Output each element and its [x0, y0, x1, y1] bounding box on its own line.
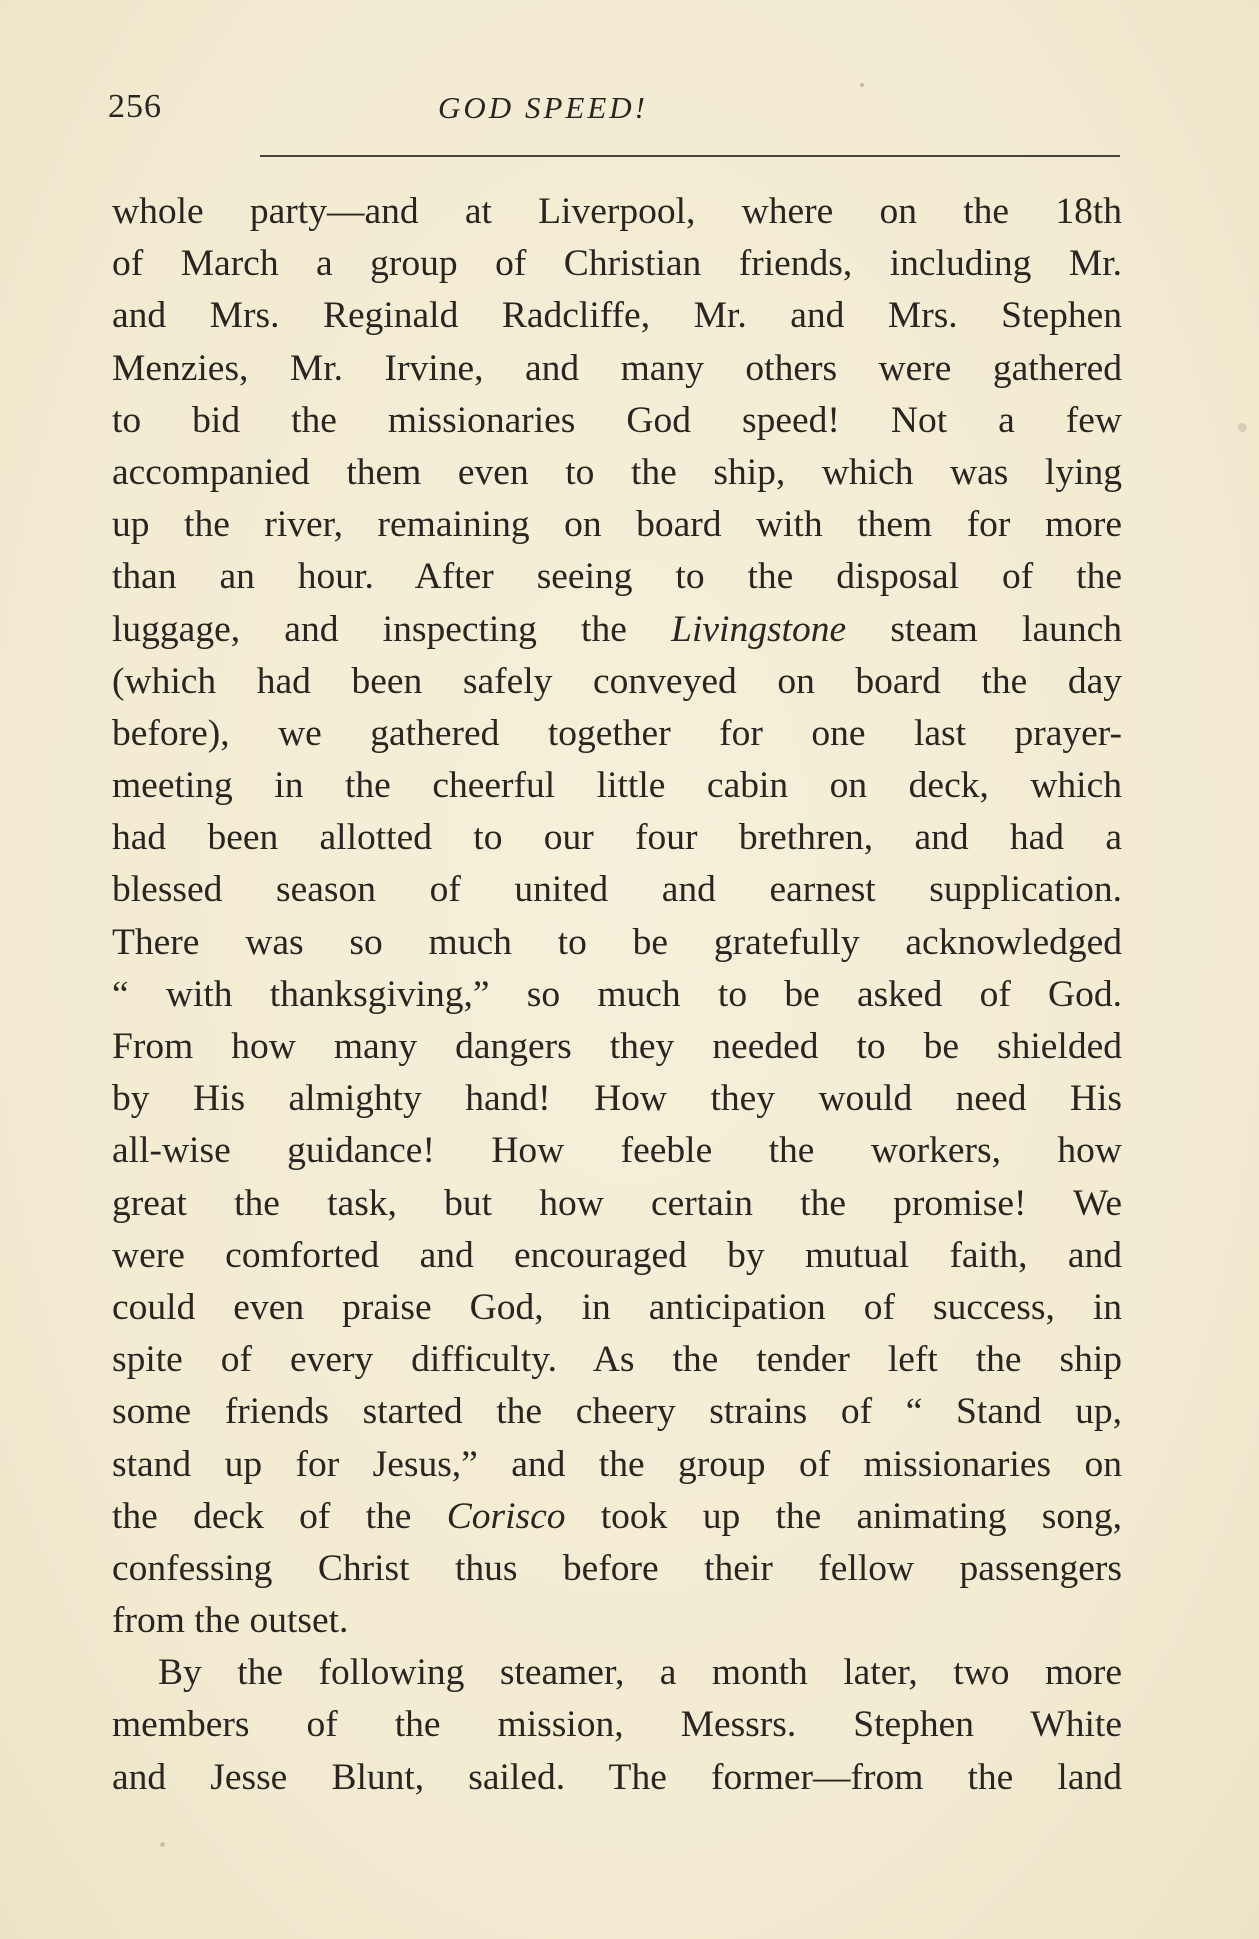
text-line: meeting in the cheerful little cabin on deck, which — [112, 765, 1122, 807]
text-line: from the outset. — [112, 1600, 349, 1642]
text-line: members of the mission, Messrs. Stephen White — [112, 1704, 1122, 1746]
text-line — [112, 1491, 1122, 1543]
text-segment: took up the animating song, — [565, 1495, 1123, 1537]
text-line: and Mrs. Reginald Radcliffe, Mr. and Mrs. Stephen — [112, 295, 1122, 337]
ship-name-corisco: Corisco — [446, 1495, 566, 1537]
paper-speck — [860, 83, 864, 87]
text-line: by His almighty hand! How they would need His — [112, 1078, 1122, 1120]
text-line: By the following steamer, a month later, two more — [158, 1652, 1122, 1694]
body-text — [112, 186, 1122, 1804]
text-line: were comforted and encouraged by mutual faith, and — [112, 1234, 1122, 1276]
text-line: confessing Christ thus before their fellow passengers — [112, 1547, 1122, 1589]
text-line: blessed season of united and earnest supplication. — [112, 869, 1122, 911]
text-line: than an hour. After seeing to the disposal of the — [112, 556, 1122, 598]
text-line: to bid the missionaries God speed! Not a few — [112, 399, 1122, 441]
text-segment: steam launch — [846, 608, 1122, 650]
ship-name-livingstone: Livingstone — [671, 608, 847, 650]
page-header — [108, 88, 1128, 138]
text-line — [112, 604, 1122, 656]
text-line: “ with thanksgiving,” so much to be asked of God. — [112, 973, 1122, 1015]
paper-speck — [1238, 423, 1247, 432]
text-line: could even praise God, in anticipation of success, in — [112, 1286, 1122, 1328]
text-line: and Jesse Blunt, sailed. The former—from the land — [112, 1756, 1122, 1798]
header-rule — [260, 155, 1120, 157]
text-line: accompanied them even to the ship, which was lying — [112, 451, 1122, 493]
text-segment: the deck of the — [112, 1495, 447, 1537]
text-line: of March a group of Christian friends, including Mr. — [112, 243, 1122, 285]
text-line: (which had been safely conveyed on board the day — [112, 660, 1122, 702]
text-line: great the task, but how certain the promise! We — [112, 1182, 1122, 1224]
text-line: From how many dangers they needed to be shielded — [112, 1026, 1122, 1067]
text-line: all-wise guidance! How feeble the workers, how — [112, 1130, 1122, 1172]
text-segment: luggage, and inspecting the — [112, 608, 672, 650]
text-line: had been allotted to our four brethren, and had a — [112, 817, 1122, 859]
text-line: There was so much to be gratefully acknowledged — [112, 921, 1122, 963]
text-line: up the river, remaining on board with them for more — [112, 504, 1122, 546]
text-line: Menzies, Mr. Irvine, and many others were gathered — [112, 347, 1122, 389]
text-line: stand up for Jesus,” and the group of missionaries on — [112, 1443, 1122, 1485]
text-line: whole party—and at Liverpool, where on the 18th — [112, 191, 1122, 232]
text-line: some friends started the cheery strains of “ Stand up, — [112, 1391, 1122, 1433]
page-number: 256 — [108, 88, 162, 125]
running-title: GOD SPEED! — [438, 90, 648, 125]
text-line: spite of every difficulty. As the tender left the ship — [112, 1339, 1122, 1381]
paper-speck — [160, 1842, 165, 1847]
text-line: before), we gathered together for one last prayer- — [112, 712, 1122, 754]
